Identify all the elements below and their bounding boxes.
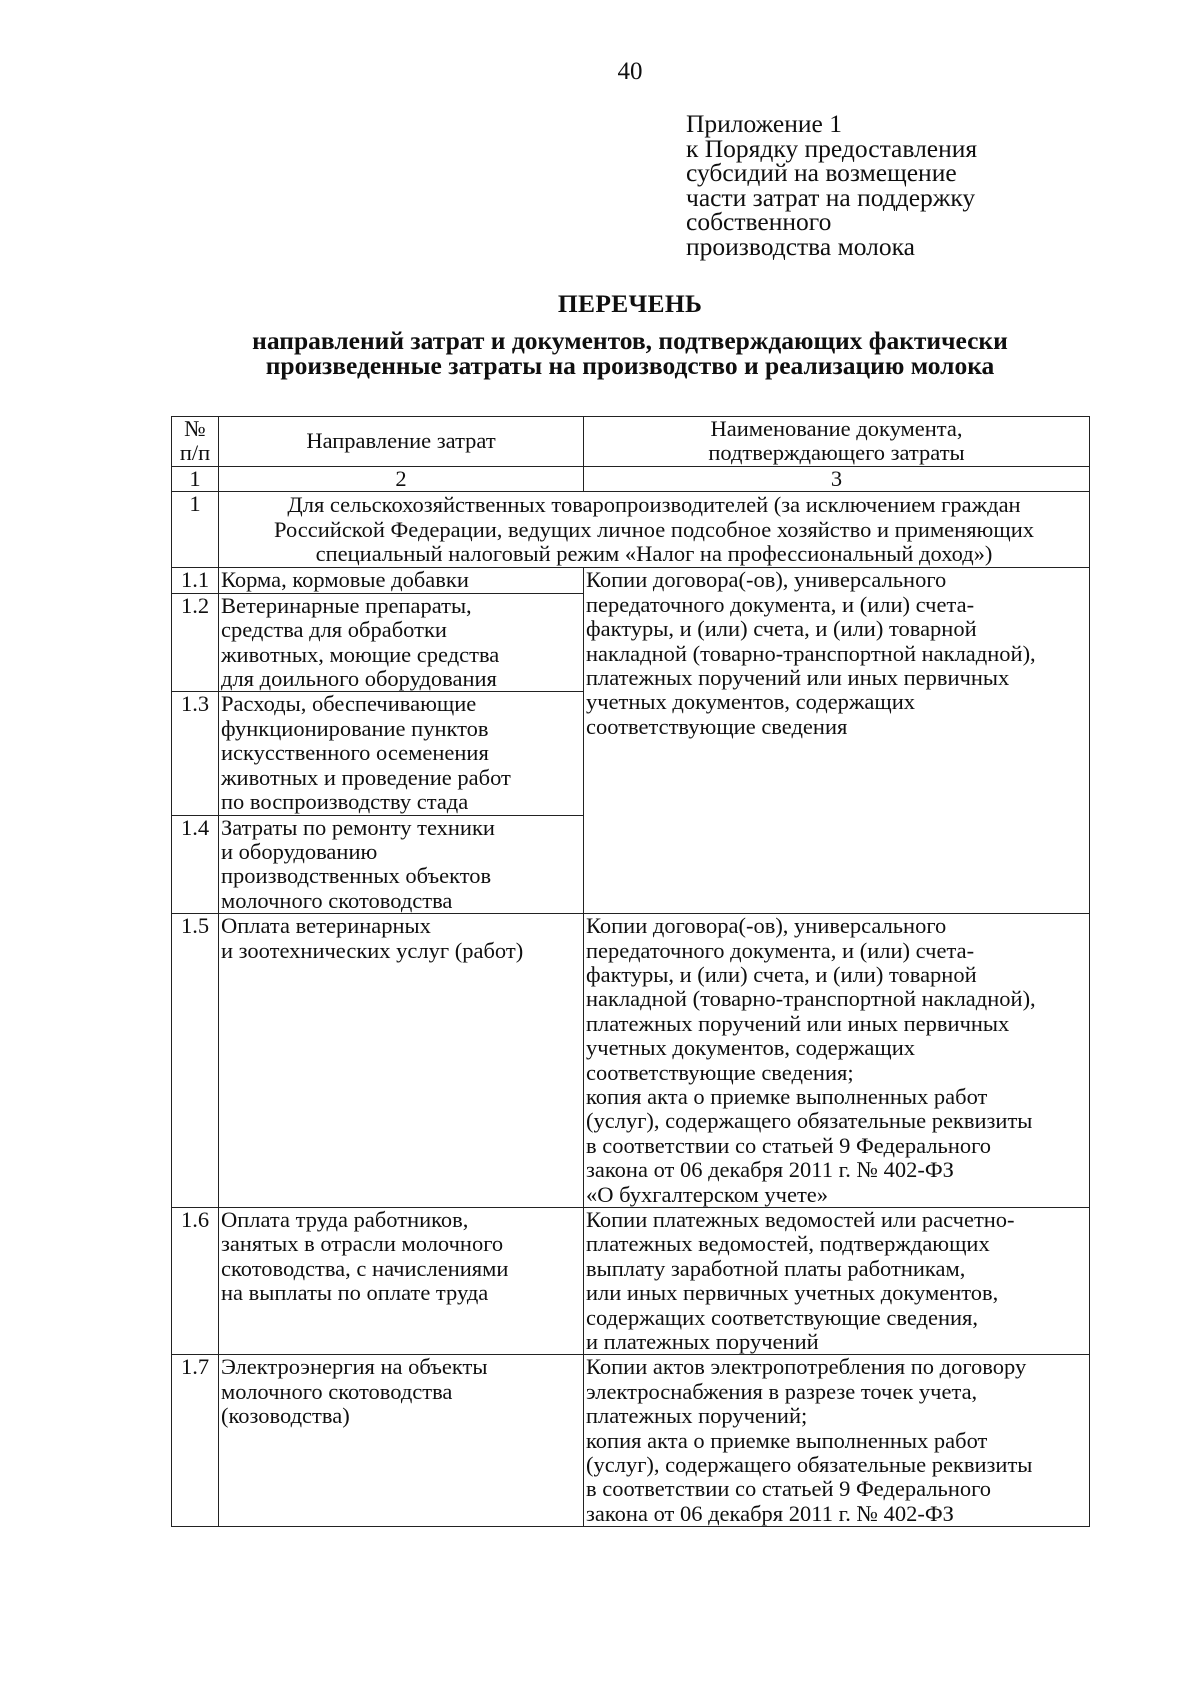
direction-line: Расходы, обеспечивающие (221, 691, 477, 717)
direction-line: и оборудованию (221, 838, 378, 864)
document-line: передаточного документа, и (или) счета- (586, 591, 975, 617)
direction-line: занятых в отрасли молочного (221, 1231, 504, 1257)
direction-line: Ветеринарные препараты, (221, 592, 472, 618)
direction-line: (козоводства) (221, 1403, 350, 1429)
table-row (172, 568, 1090, 593)
document-line: накладной (товарно-транспортной накладной), (586, 986, 1036, 1012)
expenses-table (171, 416, 1090, 1527)
direction-line: животных, моющие средства (221, 641, 500, 667)
document-line: соответствующие сведения (586, 713, 848, 739)
table-row (172, 914, 1090, 1208)
table-row (172, 1208, 1090, 1355)
direction-line: скотоводства, с начислениями (221, 1255, 509, 1281)
appendix-block (686, 109, 978, 261)
direction-line: производственных объектов (221, 863, 492, 889)
page-number: 40 (617, 58, 643, 85)
direction-cell (219, 815, 584, 914)
direction-line: и зоотехнических услуг (работ) (221, 937, 524, 963)
direction-line: искусственного осеменения (221, 740, 489, 766)
appendix-line: субсидий на возмещение (686, 158, 957, 188)
appendix-line: к Порядку предоставления (686, 133, 978, 163)
document-line: копия акта о приемке выполненных работ (586, 1083, 988, 1109)
header-document-line: подтверждающего затраты (708, 440, 965, 466)
document-line: копия акта о приемке выполненных работ (586, 1427, 988, 1453)
row-number-cell: 1.5 (172, 914, 219, 1208)
direction-line: функционирование пунктов (221, 715, 489, 741)
document-cell (584, 914, 1090, 1208)
row-number-cell: 1.1 (172, 568, 219, 593)
document-line: учетных документов, содержащих (586, 1035, 916, 1061)
document-line: «О бухгалтерском учете» (586, 1181, 829, 1207)
document-line: платежных поручений; (586, 1403, 808, 1429)
subtitle-line: направлений затрат и документов, подтверждающих фактически (252, 326, 1008, 355)
group-row (172, 492, 1090, 568)
document-cell (584, 1208, 1090, 1355)
document-cell (584, 1355, 1090, 1527)
document-line: закона от 06 декабря 2011 г. № 402-ФЗ (586, 1157, 954, 1183)
header-number-symbol: № (184, 416, 206, 442)
direction-cell (219, 568, 584, 593)
column-number-row (172, 466, 1090, 491)
document-title: ПЕРЕЧЕНЬ (557, 289, 703, 318)
header-number-label: п/п (179, 440, 211, 466)
document-line: фактуры, и (или) счета, и (или) товарной (586, 616, 977, 642)
direction-line: на выплаты по оплате труда (221, 1280, 489, 1306)
direction-line: Электроэнергия на объекты (221, 1354, 488, 1380)
direction-cell (219, 593, 584, 692)
group-title-cell (219, 492, 1090, 568)
document-line: Копии актов электропотребления по договору (586, 1354, 1027, 1380)
direction-line: Оплата труда работников, (221, 1207, 469, 1232)
document-line: учетных документов, содержащих (586, 689, 916, 715)
document-line: платежных поручений или иных первичных (586, 1010, 1010, 1036)
document-line: Копии платежных ведомостей или расчетно- (586, 1207, 1015, 1232)
document-line: или иных первичных учетных документов, (586, 1280, 999, 1306)
appendix-line: производства молока (686, 231, 915, 261)
document-line: электроснабжения в разрезе точек учета, (586, 1378, 978, 1404)
document-line: в соответствии со статьей 9 Федерального (586, 1132, 992, 1158)
direction-line: по воспроизводству стада (221, 789, 469, 815)
document-line: выплату заработной платы работникам, (586, 1255, 966, 1281)
header-document-line: Наименование документа, (710, 416, 963, 441)
direction-cell (219, 692, 584, 815)
row-number-cell: 1.4 (172, 815, 219, 914)
direction-line: животных и проведение работ (221, 764, 511, 790)
table-row (172, 1355, 1090, 1527)
direction-line: для доильного оборудования (221, 666, 497, 692)
direction-cell (219, 1208, 584, 1355)
subtitle-line: произведенные затраты на производство и реализацию молока (265, 351, 995, 380)
document-line: содержащих соответствующие сведения, (586, 1304, 979, 1330)
document-cell (584, 568, 1090, 914)
document-line: передаточного документа, и (или) счета- (586, 937, 975, 963)
column-number-cell: 2 (219, 466, 584, 491)
direction-line: молочного скотоводства (221, 887, 453, 913)
column-number-cell: 3 (584, 466, 1090, 491)
direction-cell (219, 914, 584, 1208)
document-line: (услуг), содержащего обязательные реквизиты (586, 1452, 1033, 1478)
column-number-cell: 1 (172, 466, 219, 491)
table-header-row (172, 417, 1090, 467)
document-line: в соответствии со статьей 9 Федерального (586, 1476, 992, 1502)
document-line: накладной (товарно-транспортной накладной), (586, 640, 1036, 666)
document-line: соответствующие сведения; (586, 1059, 854, 1085)
document-line: (услуг), содержащего обязательные реквизиты (586, 1108, 1033, 1134)
document-line: и платежных поручений (586, 1329, 819, 1355)
direction-line: молочного скотоводства (221, 1378, 453, 1404)
group-number-cell: 1 (172, 492, 219, 568)
direction-cell (219, 1355, 584, 1527)
document-line: фактуры, и (или) счета, и (или) товарной (586, 961, 977, 987)
group-title-line: специальный налоговый режим «Налог на профессиональный доход») (315, 541, 993, 567)
document-line: платежных поручений или иных первичных (586, 665, 1010, 691)
direction-line: Корма, кормовые добавки (221, 567, 469, 593)
direction-line: средства для обработки (221, 617, 447, 643)
document-line: платежных ведомостей, подтверждающих (586, 1231, 990, 1257)
appendix-line: Приложение 1 (686, 109, 842, 138)
document-subtitle (0, 328, 1200, 378)
direction-line: Оплата ветеринарных (221, 913, 431, 939)
header-direction-cell: Направление затрат (219, 417, 584, 467)
group-title-line: Для сельскохозяйственных товаропроизводителей (за исключением граждан (287, 492, 1021, 518)
appendix-line: части затрат на поддержку (686, 182, 976, 212)
direction-line: Затраты по ремонту техники (221, 814, 495, 840)
row-number-cell: 1.7 (172, 1355, 219, 1527)
document-line: Копии договора(-ов), универсального (586, 567, 947, 593)
row-number-cell: 1.3 (172, 692, 219, 815)
row-number-cell: 1.6 (172, 1208, 219, 1355)
group-title-line: Российской Федерации, ведущих личное подсобное хозяйство и применяющих (274, 516, 1034, 542)
row-number-cell: 1.2 (172, 593, 219, 692)
header-document-cell (584, 417, 1090, 467)
header-number-cell (172, 417, 219, 467)
appendix-line: собственного (686, 207, 832, 237)
document-line: Копии договора(-ов), универсального (586, 913, 947, 939)
document-line: закона от 06 декабря 2011 г. № 402-ФЗ (586, 1500, 954, 1526)
